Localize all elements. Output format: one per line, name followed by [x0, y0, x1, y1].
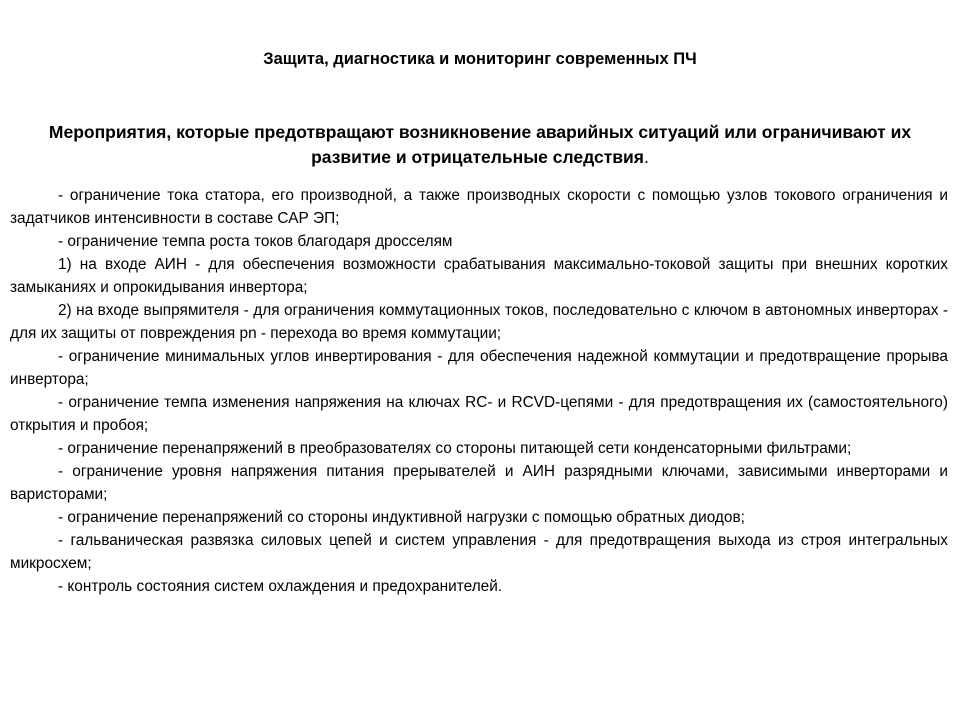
list-item: - ограничение уровня напряжения питания прерывателей и АИН разрядными ключами, зависимыми инверторами и варисторами; [10, 463, 948, 503]
section-heading [40, 120, 920, 170]
list-item: - ограничение перенапряжений в преобразователях со стороны питающей сети конденсаторными фильтрами; [58, 440, 852, 457]
list-item: - ограничение перенапряжений со стороны индуктивной нагрузки с помощью обратных диодов; [58, 509, 745, 526]
page-title: Защита, диагностика и мониторинг современных ПЧ [263, 50, 697, 68]
list-item: - контроль состояния систем охлаждения и предохранителей. [58, 578, 503, 595]
list-item: - ограничение темпа изменения напряжения на ключах RC- и RCVD-цепями - для предотвращения их (самостоятельного) открытия и пробоя; [10, 394, 948, 434]
list-item: - ограничение минимальных углов инвертирования - для обеспечения надежной коммутации и предотвращение прорыва инвертора; [10, 348, 948, 388]
section-heading-text: Мероприятия, которые предотвращают возникновение аварийных ситуаций или ограничивают их развитие и отрицательные следствия [48, 122, 912, 167]
list-item: - ограничение темпа роста токов благодаря дросселям [58, 233, 453, 250]
list-item: 1) на входе АИН - для обеспечения возможности срабатывания максимально-токовой защиты при внешних коротких замыканиях и опрокидывания инвертора; [10, 256, 948, 296]
measures-list [10, 184, 948, 598]
list-item: - гальваническая развязка силовых цепей и систем управления - для предотвращения выхода из строя интегральных микросхем; [10, 532, 948, 572]
section-heading-period: . [644, 147, 649, 167]
list-item: 2) на входе выпрямителя - для ограничения коммутационных токов, последовательно с ключом в автономных инверторах - для их защиты от повреждения pn - перехода во время коммутации; [10, 302, 948, 342]
list-item: - ограничение тока статора, его производной, а также производных скорости с помощью узлов токового ограничения и задатчиков интенсивности в составе САР ЭП; [10, 187, 948, 227]
